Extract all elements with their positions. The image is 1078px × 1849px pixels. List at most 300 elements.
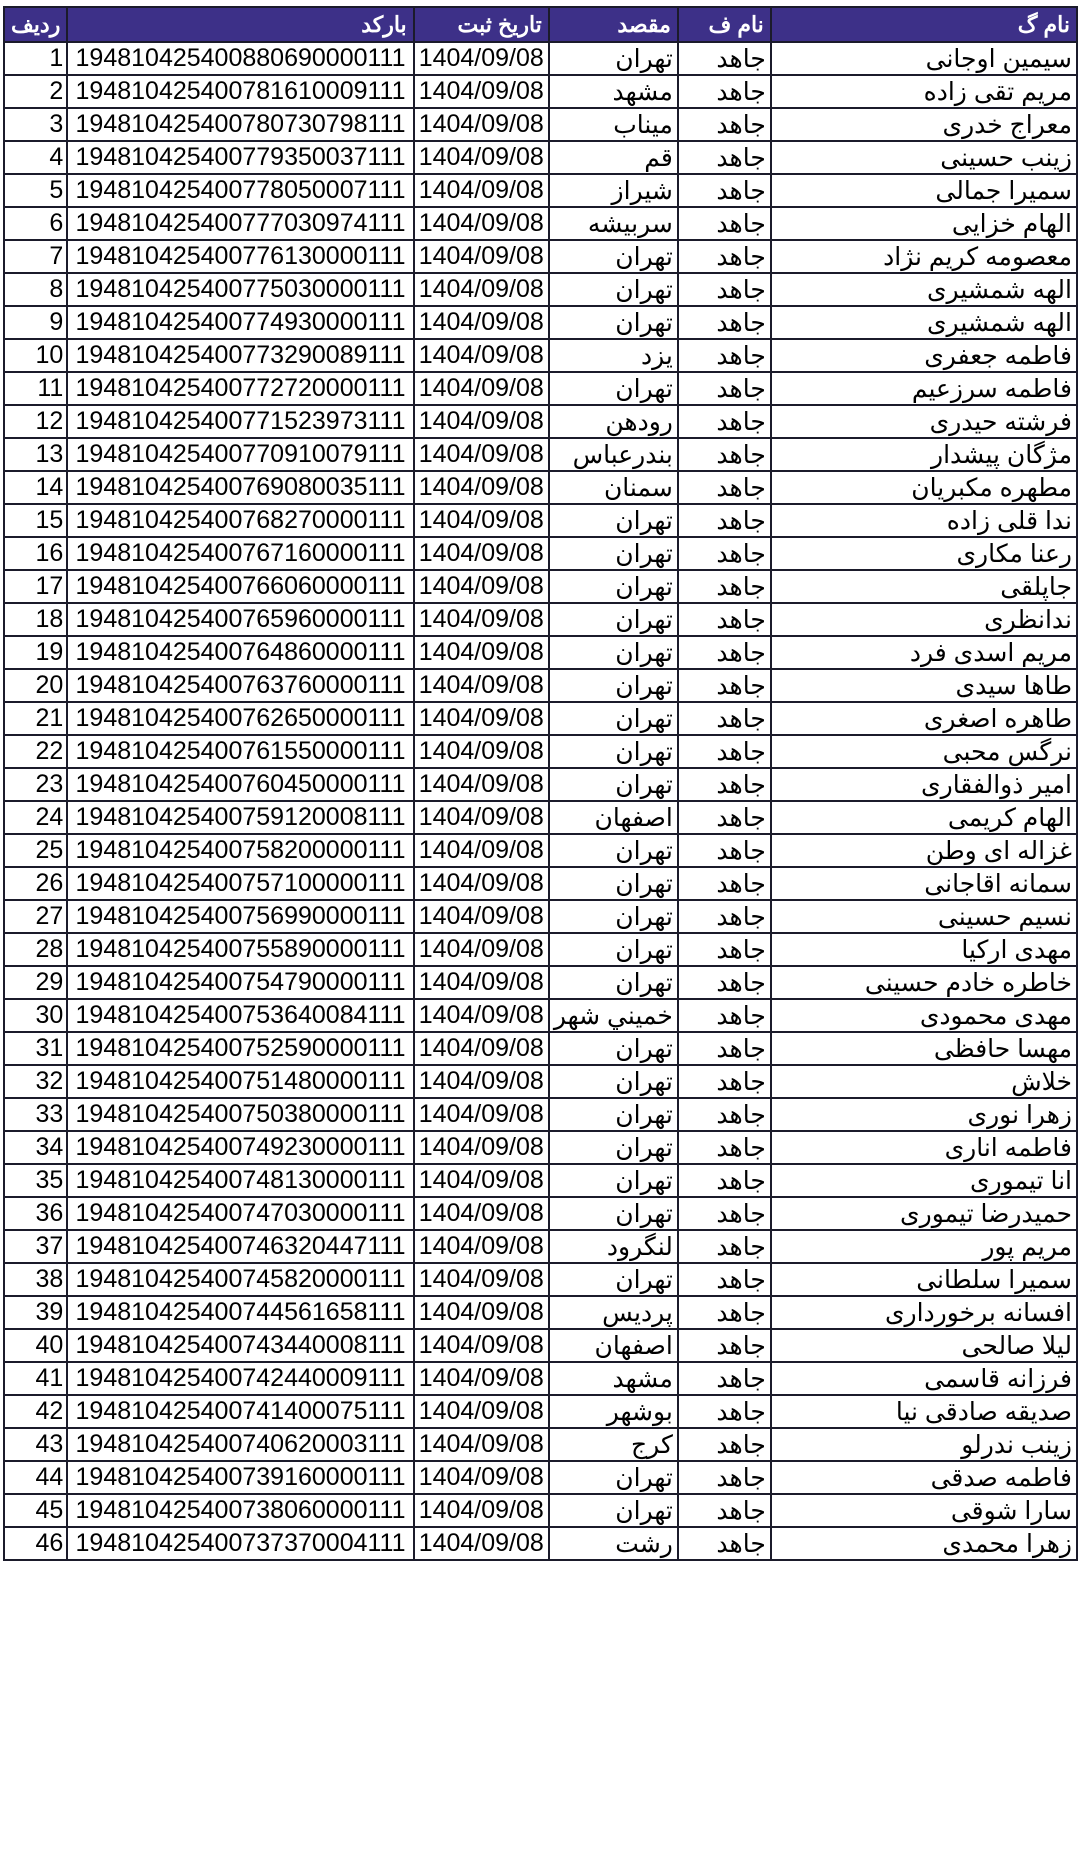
row-index[interactable]: 13 (4, 438, 67, 471)
row-date[interactable]: 1404/09/08 (414, 801, 549, 834)
row-barcode[interactable]: 194810425400765960000111 (67, 603, 413, 636)
row-name[interactable]: زهرا محمدی (771, 1527, 1077, 1560)
row-destination[interactable]: لنگرود (549, 1230, 678, 1263)
row-index[interactable]: 43 (4, 1428, 67, 1461)
row-family[interactable]: جاهد (678, 108, 771, 141)
row-index[interactable]: 15 (4, 504, 67, 537)
row-destination[interactable]: تهران (549, 240, 678, 273)
row-index[interactable]: 27 (4, 900, 67, 933)
row-destination[interactable]: تهران (549, 933, 678, 966)
row-name[interactable]: نسیم حسینی (771, 900, 1077, 933)
row-name[interactable]: مریم اسدی فرد (771, 636, 1077, 669)
row-date[interactable]: 1404/09/08 (414, 75, 549, 108)
row-date[interactable]: 1404/09/08 (414, 603, 549, 636)
table-row (4, 735, 1077, 768)
row-barcode[interactable]: 194810425400743440008111 (67, 1329, 413, 1362)
row-family[interactable]: جاهد (678, 537, 771, 570)
table-row (4, 438, 1077, 471)
row-destination[interactable]: تهران (549, 966, 678, 999)
row-name[interactable]: سمیرا سلطانی (771, 1263, 1077, 1296)
row-family[interactable]: جاهد (678, 1164, 771, 1197)
row-barcode[interactable]: 194810425400762650000111 (67, 702, 413, 735)
table-row (4, 1461, 1077, 1494)
row-index[interactable]: 9 (4, 306, 67, 339)
row-family[interactable]: جاهد (678, 933, 771, 966)
row-barcode[interactable]: 194810425400740620003111 (67, 1428, 413, 1461)
row-name[interactable]: مژگان پیشدار (771, 438, 1077, 471)
row-name[interactable]: مریم تقی زاده (771, 75, 1077, 108)
row-date[interactable]: 1404/09/08 (414, 306, 549, 339)
row-date[interactable]: 1404/09/08 (414, 537, 549, 570)
row-date[interactable]: 1404/09/08 (414, 966, 549, 999)
row-barcode[interactable]: 194810425400781610009111 (67, 75, 413, 108)
row-name[interactable]: سارا شوقی (771, 1494, 1077, 1527)
row-date[interactable]: 1404/09/08 (414, 1065, 549, 1098)
row-date[interactable]: 1404/09/08 (414, 1428, 549, 1461)
row-date[interactable]: 1404/09/08 (414, 207, 549, 240)
row-name[interactable]: ندا قلی زاده (771, 504, 1077, 537)
row-name[interactable]: الهام خزایی (771, 207, 1077, 240)
row-name[interactable]: فرشته حیدری (771, 405, 1077, 438)
row-date[interactable]: 1404/09/08 (414, 1329, 549, 1362)
row-destination[interactable]: تهران (549, 42, 678, 75)
row-name[interactable]: صدیقه صادقی نیا (771, 1395, 1077, 1428)
row-name[interactable]: معصومه کریم نژاد (771, 240, 1077, 273)
row-destination[interactable]: تهران (549, 273, 678, 306)
row-destination[interactable]: تهران (549, 900, 678, 933)
row-date[interactable]: 1404/09/08 (414, 372, 549, 405)
row-index[interactable]: 25 (4, 834, 67, 867)
row-destination[interactable]: تهران (549, 1131, 678, 1164)
row-barcode[interactable]: 194810425400757100000111 (67, 867, 413, 900)
row-name[interactable]: الهه شمشیری (771, 306, 1077, 339)
header-barcode[interactable]: بارکد (67, 7, 413, 42)
row-destination[interactable]: قم (549, 141, 678, 174)
row-index[interactable]: 7 (4, 240, 67, 273)
row-barcode[interactable]: 194810425400767160000111 (67, 537, 413, 570)
table-row (4, 75, 1077, 108)
row-destination[interactable]: تهران (549, 1032, 678, 1065)
row-name[interactable]: انا تیموری (771, 1164, 1077, 1197)
row-barcode[interactable]: 194810425400769080035111 (67, 471, 413, 504)
row-name[interactable]: زهرا نوری (771, 1098, 1077, 1131)
row-index[interactable]: 10 (4, 339, 67, 372)
row-family[interactable]: جاهد (678, 900, 771, 933)
row-family[interactable]: جاهد (678, 207, 771, 240)
table-row (4, 1494, 1077, 1527)
row-destination[interactable]: تهران (549, 735, 678, 768)
row-destination[interactable]: تهران (549, 867, 678, 900)
row-destination[interactable]: تهران (549, 669, 678, 702)
row-barcode[interactable]: 194810425400776130000111 (67, 240, 413, 273)
row-barcode[interactable]: 194810425400744561658111 (67, 1296, 413, 1329)
table-row (4, 471, 1077, 504)
row-barcode[interactable]: 194810425400738060000111 (67, 1494, 413, 1527)
row-name[interactable]: فاطمه اناری (771, 1131, 1077, 1164)
table-row (4, 141, 1077, 174)
table-row (4, 273, 1077, 306)
row-destination[interactable]: تهران (549, 1164, 678, 1197)
row-name[interactable]: معراج خدری (771, 108, 1077, 141)
row-name[interactable]: مهدی ارکیا (771, 933, 1077, 966)
row-name[interactable]: ندانظری (771, 603, 1077, 636)
row-destination[interactable]: تهران (549, 702, 678, 735)
row-index[interactable]: 19 (4, 636, 67, 669)
row-date[interactable]: 1404/09/08 (414, 1527, 549, 1560)
row-date[interactable]: 1404/09/08 (414, 636, 549, 669)
row-destination[interactable]: تهران (549, 1098, 678, 1131)
row-date[interactable]: 1404/09/08 (414, 339, 549, 372)
row-date[interactable]: 1404/09/08 (414, 1395, 549, 1428)
row-index[interactable]: 29 (4, 966, 67, 999)
header-date[interactable]: تاریخ ثبت (414, 7, 549, 42)
row-destination[interactable]: تهران (549, 768, 678, 801)
row-barcode[interactable]: 194810425400752590000111 (67, 1032, 413, 1065)
row-destination[interactable]: تهران (549, 537, 678, 570)
row-date[interactable]: 1404/09/08 (414, 1164, 549, 1197)
header-index[interactable]: ردیف (4, 7, 67, 42)
row-name[interactable]: سمانه اقاجانی (771, 867, 1077, 900)
row-date[interactable]: 1404/09/08 (414, 570, 549, 603)
row-index[interactable]: 34 (4, 1131, 67, 1164)
row-name[interactable]: طاها سیدی (771, 669, 1077, 702)
row-barcode[interactable]: 194810425400750380000111 (67, 1098, 413, 1131)
row-barcode[interactable]: 194810425400755890000111 (67, 933, 413, 966)
row-destination[interactable]: تهران (549, 603, 678, 636)
row-destination[interactable]: تهران (549, 570, 678, 603)
row-family[interactable]: جاهد (678, 834, 771, 867)
row-index[interactable]: 45 (4, 1494, 67, 1527)
row-family[interactable]: جاهد (678, 702, 771, 735)
row-date[interactable]: 1404/09/08 (414, 1197, 549, 1230)
row-date[interactable]: 1404/09/08 (414, 999, 549, 1032)
row-family[interactable]: جاهد (678, 405, 771, 438)
row-name[interactable]: نرگس محبی (771, 735, 1077, 768)
row-family[interactable]: جاهد (678, 471, 771, 504)
row-family[interactable]: جاهد (678, 801, 771, 834)
row-family[interactable]: جاهد (678, 636, 771, 669)
row-family[interactable]: جاهد (678, 603, 771, 636)
row-family[interactable]: جاهد (678, 504, 771, 537)
row-name[interactable]: سیمین اوجانی (771, 42, 1077, 75)
row-index[interactable]: 21 (4, 702, 67, 735)
row-index[interactable]: 38 (4, 1263, 67, 1296)
row-name[interactable]: امیر ذوالفقاری (771, 768, 1077, 801)
row-name[interactable]: مهسا حافظی (771, 1032, 1077, 1065)
row-index[interactable]: 40 (4, 1329, 67, 1362)
row-barcode[interactable]: 194810425400760450000111 (67, 768, 413, 801)
row-barcode[interactable]: 194810425400759120008111 (67, 801, 413, 834)
row-date[interactable]: 1404/09/08 (414, 933, 549, 966)
row-date[interactable]: 1404/09/08 (414, 1098, 549, 1131)
row-family[interactable]: جاهد (678, 141, 771, 174)
row-barcode[interactable]: 194810425400737370004111 (67, 1527, 413, 1560)
row-date[interactable]: 1404/09/08 (414, 471, 549, 504)
row-destination[interactable]: تهران (549, 1065, 678, 1098)
row-family[interactable]: جاهد (678, 966, 771, 999)
table-row (4, 1263, 1077, 1296)
row-family[interactable]: جاهد (678, 867, 771, 900)
row-date[interactable]: 1404/09/08 (414, 1494, 549, 1527)
row-family[interactable]: جاهد (678, 339, 771, 372)
row-barcode[interactable]: 194810425400768270000111 (67, 504, 413, 537)
row-family[interactable]: جاهد (678, 75, 771, 108)
row-date[interactable]: 1404/09/08 (414, 1362, 549, 1395)
row-name[interactable]: مهدی محمودی (771, 999, 1077, 1032)
row-barcode[interactable]: 194810425400764860000111 (67, 636, 413, 669)
row-index[interactable]: 31 (4, 1032, 67, 1065)
row-destination[interactable]: تهران (549, 306, 678, 339)
row-family[interactable]: جاهد (678, 1296, 771, 1329)
row-name[interactable]: فاطمه صدقی (771, 1461, 1077, 1494)
row-destination[interactable]: سمنان (549, 471, 678, 504)
row-index[interactable]: 18 (4, 603, 67, 636)
row-barcode[interactable]: 194810425400779350037111 (67, 141, 413, 174)
row-family[interactable]: جاهد (678, 1131, 771, 1164)
row-destination[interactable]: تهران (549, 372, 678, 405)
header-name[interactable]: نام گ (771, 7, 1077, 42)
row-date[interactable]: 1404/09/08 (414, 141, 549, 174)
row-family[interactable]: جاهد (678, 372, 771, 405)
row-index[interactable]: 2 (4, 75, 67, 108)
row-barcode[interactable]: 194810425400739160000111 (67, 1461, 413, 1494)
row-destination[interactable]: مشهد (549, 75, 678, 108)
row-barcode[interactable]: 194810425400766060000111 (67, 570, 413, 603)
row-index[interactable]: 24 (4, 801, 67, 834)
row-barcode[interactable]: 194810425400748130000111 (67, 1164, 413, 1197)
row-destination[interactable]: شیراز (549, 174, 678, 207)
row-destination[interactable]: یزد (549, 339, 678, 372)
row-index[interactable]: 36 (4, 1197, 67, 1230)
row-name[interactable]: جاپلقی (771, 570, 1077, 603)
row-index[interactable]: 22 (4, 735, 67, 768)
row-barcode[interactable]: 194810425400746320447111 (67, 1230, 413, 1263)
row-date[interactable]: 1404/09/08 (414, 240, 549, 273)
row-family[interactable]: جاهد (678, 1428, 771, 1461)
row-name[interactable]: زینب حسینی (771, 141, 1077, 174)
row-destination[interactable]: کرج (549, 1428, 678, 1461)
row-name[interactable]: خاطره خادم حسینی (771, 966, 1077, 999)
row-barcode[interactable]: 194810425400763760000111 (67, 669, 413, 702)
row-family[interactable]: جاهد (678, 669, 771, 702)
row-index[interactable]: 5 (4, 174, 67, 207)
row-index[interactable]: 6 (4, 207, 67, 240)
row-family[interactable]: جاهد (678, 1098, 771, 1131)
row-index[interactable]: 8 (4, 273, 67, 306)
row-index[interactable]: 33 (4, 1098, 67, 1131)
row-destination[interactable]: بندرعباس (549, 438, 678, 471)
row-barcode[interactable]: 194810425400745820000111 (67, 1263, 413, 1296)
row-name[interactable]: فاطمه جعفری (771, 339, 1077, 372)
row-name[interactable]: مریم پور (771, 1230, 1077, 1263)
row-date[interactable]: 1404/09/08 (414, 1230, 549, 1263)
row-index[interactable]: 35 (4, 1164, 67, 1197)
row-destination[interactable]: تهران (549, 1494, 678, 1527)
row-index[interactable]: 3 (4, 108, 67, 141)
row-name[interactable]: خلاش (771, 1065, 1077, 1098)
header-family[interactable]: نام ف (678, 7, 771, 42)
row-family[interactable]: جاهد (678, 1494, 771, 1527)
row-barcode[interactable]: 194810425400778050007111 (67, 174, 413, 207)
row-barcode[interactable]: 194810425400770910079111 (67, 438, 413, 471)
table-row (4, 1527, 1077, 1560)
row-date[interactable]: 1404/09/08 (414, 735, 549, 768)
row-family[interactable]: جاهد (678, 1395, 771, 1428)
row-index[interactable]: 26 (4, 867, 67, 900)
row-destination[interactable]: تهران (549, 636, 678, 669)
table-row (4, 1098, 1077, 1131)
row-date[interactable]: 1404/09/08 (414, 900, 549, 933)
row-index[interactable]: 44 (4, 1461, 67, 1494)
row-index[interactable]: 1 (4, 42, 67, 75)
row-barcode[interactable]: 194810425400747030000111 (67, 1197, 413, 1230)
row-name[interactable]: غزاله ای وطن (771, 834, 1077, 867)
row-date[interactable]: 1404/09/08 (414, 1461, 549, 1494)
row-family[interactable]: جاهد (678, 1362, 771, 1395)
row-date[interactable]: 1404/09/08 (414, 174, 549, 207)
row-destination[interactable]: تهران (549, 1461, 678, 1494)
row-destination[interactable]: مشهد (549, 1362, 678, 1395)
row-barcode[interactable]: 194810425400773290089111 (67, 339, 413, 372)
table-row (4, 108, 1077, 141)
row-index[interactable]: 28 (4, 933, 67, 966)
row-family[interactable]: جاهد (678, 768, 771, 801)
row-date[interactable]: 1404/09/08 (414, 273, 549, 306)
row-date[interactable]: 1404/09/08 (414, 1263, 549, 1296)
row-name[interactable]: افسانه برخورداری (771, 1296, 1077, 1329)
row-name[interactable]: فرزانه قاسمی (771, 1362, 1077, 1395)
row-name[interactable]: الهام کریمی (771, 801, 1077, 834)
row-index[interactable]: 16 (4, 537, 67, 570)
row-family[interactable]: جاهد (678, 1263, 771, 1296)
row-date[interactable]: 1404/09/08 (414, 702, 549, 735)
row-family[interactable]: جاهد (678, 273, 771, 306)
table-row (4, 867, 1077, 900)
row-barcode[interactable]: 194810425400749230000111 (67, 1131, 413, 1164)
row-barcode[interactable]: 194810425400753640084111 (67, 999, 413, 1032)
row-index[interactable]: 11 (4, 372, 67, 405)
row-date[interactable]: 1404/09/08 (414, 438, 549, 471)
row-date[interactable]: 1404/09/08 (414, 405, 549, 438)
row-index[interactable]: 17 (4, 570, 67, 603)
row-barcode[interactable]: 194810425400754790000111 (67, 966, 413, 999)
row-barcode[interactable]: 194810425400742440009111 (67, 1362, 413, 1395)
row-family[interactable]: جاهد (678, 1329, 771, 1362)
row-date[interactable]: 1404/09/08 (414, 669, 549, 702)
table-row (4, 504, 1077, 537)
row-barcode[interactable]: 194810425400761550000111 (67, 735, 413, 768)
row-family[interactable]: جاهد (678, 1461, 771, 1494)
row-index[interactable]: 4 (4, 141, 67, 174)
row-barcode[interactable]: 194810425400741400075111 (67, 1395, 413, 1428)
row-destination[interactable]: خميني شهر (549, 999, 678, 1032)
row-family[interactable]: جاهد (678, 1527, 771, 1560)
row-index[interactable]: 14 (4, 471, 67, 504)
row-name[interactable]: فاطمه سرزعیم (771, 372, 1077, 405)
row-destination[interactable]: تهران (549, 1197, 678, 1230)
row-barcode[interactable]: 194810425400774930000111 (67, 306, 413, 339)
row-barcode[interactable]: 194810425400777030974111 (67, 207, 413, 240)
row-barcode[interactable]: 194810425400771523973111 (67, 405, 413, 438)
row-name[interactable]: مطهره مکبریان (771, 471, 1077, 504)
row-name[interactable]: لیلا صالحی (771, 1329, 1077, 1362)
row-destination[interactable]: رشت (549, 1527, 678, 1560)
row-index[interactable]: 32 (4, 1065, 67, 1098)
row-barcode[interactable]: 194810425400780730798111 (67, 108, 413, 141)
row-name[interactable]: حمیدرضا تیموری (771, 1197, 1077, 1230)
row-date[interactable]: 1404/09/08 (414, 1131, 549, 1164)
table-row (4, 1032, 1077, 1065)
row-date[interactable]: 1404/09/08 (414, 768, 549, 801)
row-barcode[interactable]: 194810425400751480000111 (67, 1065, 413, 1098)
row-family[interactable]: جاهد (678, 1065, 771, 1098)
row-date[interactable]: 1404/09/08 (414, 1032, 549, 1065)
row-barcode[interactable]: 194810425400756990000111 (67, 900, 413, 933)
row-index[interactable]: 42 (4, 1395, 67, 1428)
row-index[interactable]: 20 (4, 669, 67, 702)
row-family[interactable]: جاهد (678, 570, 771, 603)
row-index[interactable]: 46 (4, 1527, 67, 1560)
row-destination[interactable]: سربیشه (549, 207, 678, 240)
row-barcode[interactable]: 194810425400772720000111 (67, 372, 413, 405)
row-barcode[interactable]: 194810425400758200000111 (67, 834, 413, 867)
row-family[interactable]: جاهد (678, 1230, 771, 1263)
row-index[interactable]: 12 (4, 405, 67, 438)
row-name[interactable]: سمیرا جمالی (771, 174, 1077, 207)
row-name[interactable]: زینب ندرلو (771, 1428, 1077, 1461)
row-family[interactable]: جاهد (678, 306, 771, 339)
row-date[interactable]: 1404/09/08 (414, 834, 549, 867)
row-family[interactable]: جاهد (678, 438, 771, 471)
row-name[interactable]: طاهره اصغری (771, 702, 1077, 735)
row-family[interactable]: جاهد (678, 240, 771, 273)
row-family[interactable]: جاهد (678, 174, 771, 207)
table-row (4, 834, 1077, 867)
row-family[interactable]: جاهد (678, 1032, 771, 1065)
row-destination[interactable]: تهران (549, 1263, 678, 1296)
row-destination[interactable]: میناب (549, 108, 678, 141)
row-date[interactable]: 1404/09/08 (414, 108, 549, 141)
row-index[interactable]: 41 (4, 1362, 67, 1395)
table-row (4, 1197, 1077, 1230)
row-date[interactable]: 1404/09/08 (414, 504, 549, 537)
row-index[interactable]: 30 (4, 999, 67, 1032)
row-date[interactable]: 1404/09/08 (414, 1296, 549, 1329)
row-destination[interactable]: اصفهان (549, 801, 678, 834)
row-destination[interactable]: اصفهان (549, 1329, 678, 1362)
row-family[interactable]: جاهد (678, 999, 771, 1032)
row-destination[interactable]: بوشهر (549, 1395, 678, 1428)
row-family[interactable]: جاهد (678, 42, 771, 75)
header-destination[interactable]: مقصد (549, 7, 678, 42)
table-body (4, 42, 1077, 1560)
row-destination[interactable]: پردیس (549, 1296, 678, 1329)
row-name[interactable]: الهه شمشیری (771, 273, 1077, 306)
row-barcode[interactable]: 194810425400775030000111 (67, 273, 413, 306)
row-date[interactable]: 1404/09/08 (414, 42, 549, 75)
row-destination[interactable]: تهران (549, 834, 678, 867)
row-name[interactable]: رعنا مکاری (771, 537, 1077, 570)
row-family[interactable]: جاهد (678, 735, 771, 768)
row-destination[interactable]: تهران (549, 504, 678, 537)
row-index[interactable]: 23 (4, 768, 67, 801)
row-date[interactable]: 1404/09/08 (414, 867, 549, 900)
row-family[interactable]: جاهد (678, 1197, 771, 1230)
row-index[interactable]: 39 (4, 1296, 67, 1329)
row-barcode[interactable]: 194810425400880690000111 (67, 42, 413, 75)
row-destination[interactable]: رودهن (549, 405, 678, 438)
row-index[interactable]: 37 (4, 1230, 67, 1263)
